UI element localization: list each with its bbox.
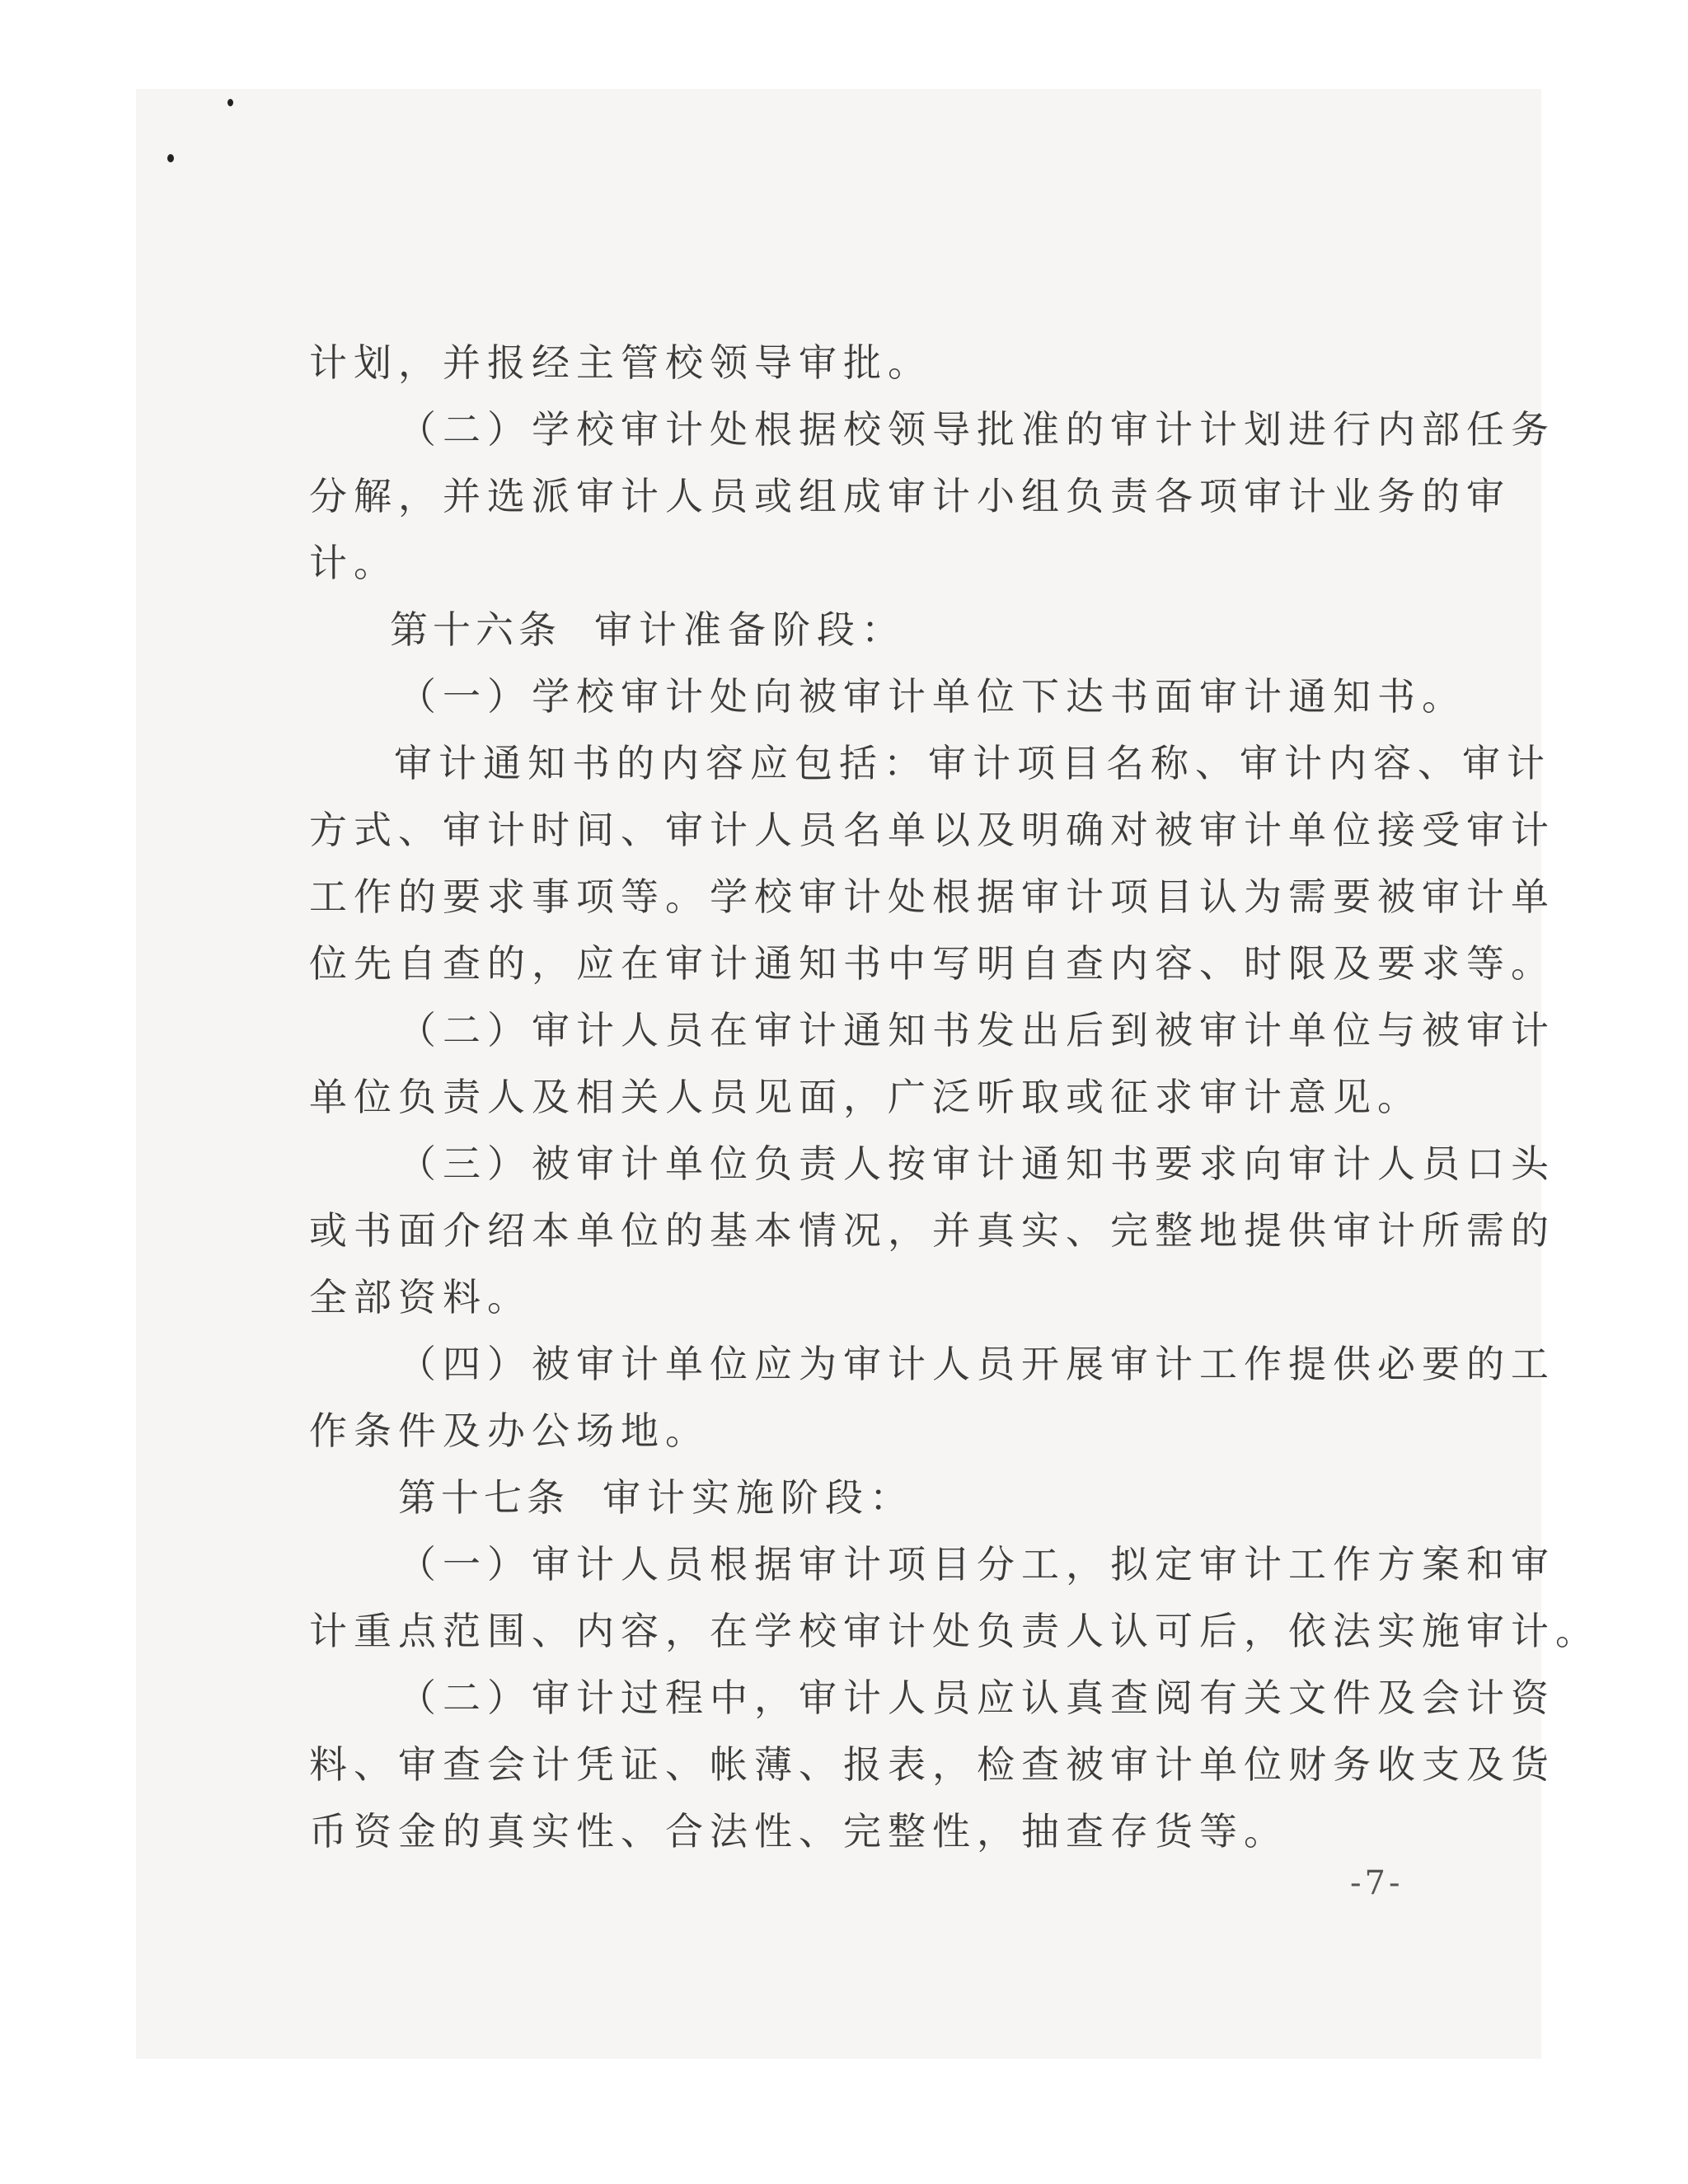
scan-speck [167,154,174,162]
text-line: （一）审计人员根据审计项目分工，拟定审计工作方案和审 [398,1542,1555,1586]
article-title: 第十七条 [398,1475,570,1520]
text-line: 或书面介绍本单位的基本情况，并真实、完整地提供审计所需的 [309,1208,1555,1253]
text-line: 方式、审计时间、审计人员名单以及明确对被审计单位接受审计 [309,808,1555,852]
page-number: -7- [1350,1864,1404,1902]
scan-speck [227,99,233,106]
article-title: 第十六条 [390,607,561,652]
text-line: （三）被审计单位负责人按审计通知书要求向审计人员口头 [398,1141,1555,1186]
article-heading [398,1469,914,1526]
article-heading [390,601,906,658]
text-line: （二）审计人员在审计通知书发出后到被审计单位与被审计 [398,1008,1555,1052]
article-subtitle: 审计准备阶段： [594,607,906,652]
text-line: （二）审计过程中，审计人员应认真查阅有关文件及会计资 [398,1675,1555,1720]
text-line: 工作的要求事项等。学校审计处根据审计项目认为需要被审计单 [309,874,1555,919]
text-line: 计。 [309,541,398,585]
text-line: 币资金的真实性、合法性、完整性，抽查存货等。 [309,1809,1288,1854]
text-line: （二）学校审计处根据校领导批准的审计计划进行内部任务 [398,407,1555,452]
text-line: 单位负责人及相关人员见面，广泛听取或征求审计意见。 [309,1075,1422,1119]
text-line: 分解，并选派审计人员或组成审计小组负责各项审计业务的审 [309,474,1511,518]
text-line: （四）被审计单位应为审计人员开展审计工作提供必要的工 [398,1342,1555,1386]
article-subtitle: 审计实施阶段： [603,1475,914,1520]
text-line: 计重点范围、内容，在学校审计处负责人认可后，依法实施审计。 [309,1609,1600,1653]
text-line: 计划，并报经主管校领导审批。 [309,340,932,385]
text-line: 审计通知书的内容应包括：审计项目名称、审计内容、审计 [394,741,1551,785]
text-line: 全部资料。 [309,1275,532,1319]
text-line: （一）学校审计处向被审计单位下达书面审计通知书。 [398,674,1466,719]
text-line: 作条件及办公场地。 [309,1408,710,1453]
text-line: 料、审查会计凭证、帐薄、报表，检查被审计单位财务收支及货 [309,1742,1555,1787]
text-line: 位先自查的，应在审计通知书中写明自查内容、时限及要求等。 [309,941,1555,986]
